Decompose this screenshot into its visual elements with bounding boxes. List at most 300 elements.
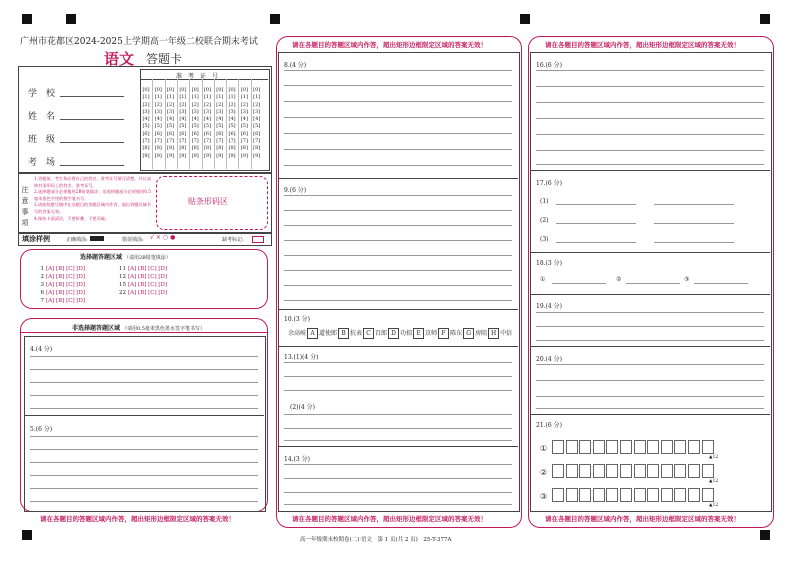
- answer-line[interactable]: [30, 408, 258, 409]
- grid-cell[interactable]: [688, 464, 700, 478]
- id-digit-bubble[interactable]: [4]: [240, 116, 248, 123]
- id-digit-bubble[interactable]: [7]: [240, 138, 248, 145]
- grid-cell[interactable]: [647, 440, 659, 454]
- choice-row[interactable]: [34, 265, 85, 273]
- id-digit-bubble[interactable]: [1]: [203, 94, 212, 101]
- choice-option-bubble[interactable]: [B]: [138, 274, 149, 280]
- grid-cell[interactable]: [702, 440, 714, 454]
- registration-mark: [270, 14, 280, 24]
- grid-cell[interactable]: [552, 440, 564, 454]
- answer-line[interactable]: [284, 300, 512, 301]
- answer-line[interactable]: [552, 283, 606, 284]
- id-digit-bubble[interactable]: [9]: [216, 152, 224, 159]
- answer-line[interactable]: [536, 70, 764, 71]
- choice-option-bubble[interactable]: [D]: [158, 290, 168, 296]
- id-digit-bubble[interactable]: [4]: [191, 116, 199, 123]
- choice-option-bubble[interactable]: [D]: [76, 282, 86, 288]
- registration-mark: [22, 530, 32, 540]
- id-digit-bubble[interactable]: [1]: [167, 94, 175, 101]
- answer-line[interactable]: [556, 242, 636, 243]
- answer-line[interactable]: [536, 408, 764, 409]
- grid-cell[interactable]: [634, 464, 646, 478]
- id-digit-bubble[interactable]: [4]: [203, 116, 212, 123]
- choice-option-bubble[interactable]: [B]: [56, 290, 67, 296]
- id-digit-bubble[interactable]: [0]: [142, 87, 150, 93]
- choice-row[interactable]: [34, 297, 85, 305]
- choice-row[interactable]: [116, 265, 167, 273]
- choice-column-1[interactable]: [34, 265, 85, 305]
- choice-option-bubble[interactable]: [B]: [56, 282, 67, 288]
- answer-line[interactable]: [284, 195, 512, 196]
- grid-cell[interactable]: [688, 488, 700, 502]
- id-digit-bubble[interactable]: [7]: [228, 138, 236, 145]
- q10-letter-box[interactable]: G: [463, 328, 474, 339]
- grid-cell[interactable]: [606, 488, 618, 502]
- id-digit-bubble[interactable]: [4]: [216, 116, 224, 123]
- grid-cell[interactable]: [688, 440, 700, 454]
- answer-line[interactable]: [654, 204, 734, 205]
- choice-option-bubble[interactable]: [B]: [138, 290, 149, 296]
- answer-line[interactable]: [284, 210, 512, 211]
- id-grid-divider: [152, 79, 153, 169]
- q10-letter-box[interactable]: H: [488, 328, 499, 339]
- answer-line[interactable]: [284, 362, 512, 363]
- id-digit-bubble[interactable]: [2]: [253, 101, 261, 108]
- id-digit-bubble[interactable]: [8]: [203, 145, 212, 152]
- id-digit-bubble[interactable]: [0]: [253, 87, 261, 93]
- grid-cell[interactable]: [674, 440, 686, 454]
- question-10-label: 10.(3 分): [284, 316, 310, 323]
- answer-line[interactable]: [284, 464, 512, 465]
- choice-option-bubble[interactable]: [A]: [128, 266, 139, 272]
- grid-cell[interactable]: [647, 488, 659, 502]
- answer-line[interactable]: [284, 165, 512, 166]
- answer-line[interactable]: [536, 380, 764, 381]
- q10-segment: 中倍: [500, 330, 513, 337]
- id-digit-bubble[interactable]: [1]: [228, 94, 236, 101]
- q10-segment: 京师: [425, 330, 438, 337]
- id-digit-bubble[interactable]: [5]: [216, 123, 224, 130]
- answer-line[interactable]: [284, 270, 512, 271]
- id-digit-bubble[interactable]: [1]: [216, 94, 224, 101]
- id-digit-bubble[interactable]: [0]: [203, 87, 212, 93]
- q10-letter-box[interactable]: A: [307, 328, 318, 339]
- q10-letter-box[interactable]: E: [413, 328, 424, 339]
- id-digit-column[interactable]: [142, 87, 150, 160]
- choice-row[interactable]: [116, 273, 167, 281]
- id-digit-bubble[interactable]: [1]: [253, 94, 261, 101]
- id-digit-bubble[interactable]: [1]: [142, 94, 150, 101]
- id-digit-bubble[interactable]: [6]: [240, 130, 248, 137]
- q10-letter-box[interactable]: C: [363, 328, 374, 339]
- registration-mark: [66, 14, 76, 24]
- choice-option-bubble[interactable]: [D]: [76, 274, 86, 280]
- id-digit-bubble[interactable]: [8]: [179, 145, 187, 152]
- id-digit-bubble[interactable]: [3]: [240, 108, 248, 115]
- answer-line[interactable]: [30, 436, 258, 437]
- id-digit-bubble[interactable]: [8]: [240, 145, 248, 152]
- id-grid-divider: [226, 79, 227, 169]
- id-digit-bubble[interactable]: [6]: [228, 130, 236, 137]
- answer-line[interactable]: [30, 395, 258, 396]
- choice-option-bubble[interactable]: [C]: [66, 282, 77, 288]
- question-17-part-1: (1): [540, 198, 549, 205]
- id-digit-bubble[interactable]: [5]: [228, 123, 236, 130]
- grid-cell[interactable]: [620, 488, 632, 502]
- answer-line[interactable]: [30, 356, 258, 357]
- grid-cell[interactable]: [634, 440, 646, 454]
- grid-count: ▲12: [709, 455, 719, 460]
- id-digit-bubble[interactable]: [8]: [228, 145, 236, 152]
- grid-cell[interactable]: [566, 488, 578, 502]
- answer-line[interactable]: [284, 478, 512, 479]
- answer-line[interactable]: [284, 255, 512, 256]
- id-digit-grid[interactable]: [142, 87, 266, 167]
- id-digit-bubble[interactable]: [0]: [179, 87, 187, 93]
- id-digit-bubble[interactable]: [9]: [167, 152, 175, 159]
- id-digit-bubble[interactable]: [6]: [253, 130, 261, 137]
- id-digit-bubble[interactable]: [3]: [191, 108, 199, 115]
- answer-line[interactable]: [284, 440, 512, 441]
- question-17-part-2: (2): [540, 217, 549, 224]
- grid-cell[interactable]: [661, 464, 673, 478]
- id-digit-bubble[interactable]: [0]: [228, 87, 236, 93]
- answer-line[interactable]: [284, 492, 512, 493]
- choice-option-bubble[interactable]: [C]: [148, 274, 159, 280]
- id-digit-bubble[interactable]: [5]: [154, 123, 162, 130]
- id-digit-bubble[interactable]: [3]: [179, 108, 187, 115]
- answer-line[interactable]: [30, 488, 258, 489]
- id-digit-bubble[interactable]: [7]: [142, 138, 150, 145]
- id-digit-bubble[interactable]: [6]: [179, 130, 187, 137]
- answer-line[interactable]: [556, 204, 636, 205]
- grid-cell[interactable]: [579, 440, 591, 454]
- fill-example-label: 填涂样例: [22, 234, 50, 243]
- answer-line[interactable]: [626, 283, 680, 284]
- answer-line[interactable]: [284, 240, 512, 241]
- answer-line[interactable]: [284, 101, 512, 102]
- answer-line[interactable]: [30, 382, 258, 383]
- answer-line[interactable]: [536, 150, 764, 151]
- id-grid-divider: [165, 79, 166, 169]
- id-digit-bubble[interactable]: [8]: [253, 145, 261, 152]
- id-digit-bubble[interactable]: [4]: [167, 116, 175, 123]
- answer-line[interactable]: [30, 501, 258, 502]
- id-digit-column[interactable]: [167, 87, 175, 160]
- grid-cell[interactable]: [593, 440, 605, 454]
- id-digit-bubble[interactable]: [3]: [203, 108, 212, 115]
- answer-line[interactable]: [284, 376, 512, 377]
- id-digit-bubble[interactable]: [9]: [179, 152, 187, 159]
- id-digit-bubble[interactable]: [7]: [253, 138, 261, 145]
- question-18-label: 18.(3 分): [536, 260, 562, 267]
- id-digit-bubble[interactable]: [4]: [179, 116, 187, 123]
- question-21-part-1: ①: [540, 444, 548, 453]
- choice-option-bubble[interactable]: [C]: [66, 298, 77, 304]
- choice-option-bubble[interactable]: [A]: [46, 274, 57, 280]
- grid-cell[interactable]: [661, 488, 673, 502]
- question-21-label: 21.(6 分): [536, 422, 562, 429]
- choice-option-bubble[interactable]: [D]: [158, 282, 168, 288]
- choice-option-bubble[interactable]: [C]: [66, 266, 77, 272]
- id-digit-bubble[interactable]: [2]: [240, 101, 248, 108]
- answer-line[interactable]: [654, 223, 734, 224]
- answer-line[interactable]: [30, 369, 258, 370]
- answer-line[interactable]: [284, 85, 512, 86]
- id-digit-bubble[interactable]: [3]: [253, 108, 261, 115]
- id-digit-bubble[interactable]: [2]: [191, 101, 199, 108]
- id-digit-bubble[interactable]: [4]: [142, 116, 150, 123]
- bottom-warning-right: 请在各题目的答题区域内作答，超出矩形边框限定区域的答案无效！: [545, 515, 740, 523]
- choice-option-bubble[interactable]: [B]: [56, 266, 67, 272]
- question-20-label: 20.(4 分): [536, 356, 562, 363]
- answer-line[interactable]: [556, 223, 636, 224]
- id-digit-bubble[interactable]: [1]: [240, 94, 248, 101]
- question-17-label: 17.(6 分): [536, 180, 562, 187]
- choice-option-bubble[interactable]: [B]: [56, 298, 67, 304]
- id-digit-column[interactable]: [253, 87, 261, 160]
- id-digit-bubble[interactable]: [9]: [154, 152, 162, 159]
- answer-line[interactable]: [30, 449, 258, 450]
- id-digit-bubble[interactable]: [7]: [203, 138, 212, 145]
- answer-line[interactable]: [284, 428, 512, 429]
- choice-number: 11: [119, 266, 126, 272]
- answer-line[interactable]: [536, 312, 764, 313]
- answer-line[interactable]: [536, 340, 764, 341]
- choice-number: 6: [40, 290, 44, 296]
- id-digit-bubble[interactable]: [2]: [216, 101, 224, 108]
- choice-option-bubble[interactable]: [D]: [76, 290, 86, 296]
- answer-line[interactable]: [30, 475, 258, 476]
- choice-number: 12: [119, 274, 126, 280]
- id-digit-bubble[interactable]: [6]: [191, 130, 199, 137]
- choice-row[interactable]: [116, 289, 167, 297]
- id-digit-bubble[interactable]: [0]: [240, 87, 248, 93]
- id-digit-bubble[interactable]: [3]: [228, 108, 236, 115]
- q10-letter-box[interactable]: B: [338, 328, 349, 339]
- choice-option-bubble[interactable]: [A]: [128, 282, 139, 288]
- question-5-label: 5.(6 分): [30, 426, 53, 433]
- choice-option-bubble[interactable]: [D]: [76, 298, 86, 304]
- answer-line[interactable]: [654, 242, 734, 243]
- id-digit-bubble[interactable]: [0]: [191, 87, 199, 93]
- id-digit-bubble[interactable]: [6]: [154, 130, 162, 137]
- grid-cell[interactable]: [702, 488, 714, 502]
- answer-line[interactable]: [536, 134, 764, 135]
- id-digit-bubble[interactable]: [9]: [142, 152, 150, 159]
- answer-line[interactable]: [284, 133, 512, 134]
- choice-column-2[interactable]: [116, 265, 167, 297]
- id-digit-bubble[interactable]: [3]: [154, 108, 162, 115]
- choice-option-bubble[interactable]: [C]: [148, 266, 159, 272]
- grid-cell[interactable]: [634, 488, 646, 502]
- id-digit-bubble[interactable]: [0]: [167, 87, 175, 93]
- answer-line[interactable]: [284, 285, 512, 286]
- id-digit-bubble[interactable]: [2]: [179, 101, 187, 108]
- id-digit-bubble[interactable]: [8]: [154, 145, 162, 152]
- grid-cell[interactable]: [593, 488, 605, 502]
- id-digit-bubble[interactable]: [4]: [154, 116, 162, 123]
- id-digit-bubble[interactable]: [7]: [191, 138, 199, 145]
- notes-side-label: 注 意 事 项: [21, 186, 29, 227]
- id-digit-bubble[interactable]: [8]: [191, 145, 199, 152]
- id-digit-bubble[interactable]: [6]: [167, 130, 175, 137]
- choice-option-bubble[interactable]: [B]: [138, 282, 149, 288]
- choice-option-bubble[interactable]: [D]: [158, 266, 168, 272]
- id-digit-bubble[interactable]: [2]: [154, 101, 162, 108]
- id-digit-bubble[interactable]: [7]: [154, 138, 162, 145]
- id-digit-bubble[interactable]: [5]: [179, 123, 187, 130]
- choice-option-bubble[interactable]: [B]: [138, 266, 149, 272]
- answer-line[interactable]: [284, 117, 512, 118]
- question-18-part-1: ①: [540, 276, 546, 283]
- id-digit-bubble[interactable]: [6]: [203, 130, 212, 137]
- barcode-label: 贴条形码区: [188, 197, 228, 206]
- answer-line[interactable]: [536, 118, 764, 119]
- id-digit-bubble[interactable]: [8]: [167, 145, 175, 152]
- grid-cell[interactable]: [647, 464, 659, 478]
- id-digit-bubble[interactable]: [4]: [228, 116, 236, 123]
- grid-cell[interactable]: [620, 464, 632, 478]
- choice-option-bubble[interactable]: [A]: [46, 298, 57, 304]
- answer-line[interactable]: [536, 364, 764, 365]
- answer-line[interactable]: [30, 462, 258, 463]
- choice-option-bubble[interactable]: [A]: [128, 290, 139, 296]
- id-digit-bubble[interactable]: [9]: [253, 152, 261, 159]
- id-digit-bubble[interactable]: [7]: [167, 138, 175, 145]
- grid-cell[interactable]: [593, 464, 605, 478]
- id-digit-column[interactable]: [240, 87, 248, 160]
- info-field-name: 姓 名: [28, 112, 56, 122]
- grid-cell[interactable]: [674, 488, 686, 502]
- id-digit-bubble[interactable]: [5]: [240, 123, 248, 130]
- choice-option-bubble[interactable]: [C]: [66, 274, 77, 280]
- id-digit-column[interactable]: [216, 87, 224, 160]
- q10-letter-box[interactable]: D: [388, 328, 399, 339]
- question-10-sentence[interactable]: [288, 328, 512, 339]
- id-digit-bubble[interactable]: [0]: [216, 87, 224, 93]
- grid-cell[interactable]: [566, 464, 578, 478]
- id-grid-divider: [251, 79, 252, 169]
- choice-option-bubble[interactable]: [C]: [148, 290, 159, 296]
- answer-line[interactable]: [284, 70, 512, 71]
- bottom-warning-left: 请在各题目的答题区域内作答，超出矩形边框限定区域的答案无效！: [40, 515, 235, 523]
- grid-cell[interactable]: [579, 464, 591, 478]
- choice-option-bubble[interactable]: [B]: [56, 274, 67, 280]
- answer-line[interactable]: [536, 326, 764, 327]
- id-digit-column[interactable]: [179, 87, 187, 160]
- answer-line[interactable]: [536, 396, 764, 397]
- grid-cell[interactable]: [579, 488, 591, 502]
- id-digit-bubble[interactable]: [5]: [253, 123, 261, 130]
- id-digit-column[interactable]: [204, 87, 212, 160]
- id-digit-bubble[interactable]: [0]: [154, 87, 162, 93]
- answer-line[interactable]: [284, 504, 512, 505]
- answer-line[interactable]: [284, 390, 512, 391]
- choice-row[interactable]: [34, 289, 85, 297]
- id-digit-bubble[interactable]: [9]: [228, 152, 236, 159]
- question-19-label: 19.(4 分): [536, 303, 562, 310]
- absent-mark-box[interactable]: [252, 236, 264, 243]
- id-digit-bubble[interactable]: [1]: [191, 94, 199, 101]
- choice-option-bubble[interactable]: [A]: [128, 274, 139, 280]
- id-digit-bubble[interactable]: [4]: [253, 116, 261, 123]
- id-digit-bubble[interactable]: [3]: [142, 108, 150, 115]
- id-digit-column[interactable]: [191, 87, 199, 160]
- grid-cell[interactable]: [674, 464, 686, 478]
- id-digit-bubble[interactable]: [9]: [191, 152, 199, 159]
- id-digit-bubble[interactable]: [9]: [203, 152, 212, 159]
- id-digit-column[interactable]: [228, 87, 236, 160]
- id-digit-bubble[interactable]: [5]: [203, 123, 212, 130]
- q10-segment: 抗表: [350, 330, 363, 337]
- grid-cell[interactable]: [702, 464, 714, 478]
- answer-line[interactable]: [284, 225, 512, 226]
- choice-option-bubble[interactable]: [C]: [148, 282, 159, 288]
- choice-option-bubble[interactable]: [A]: [46, 290, 57, 296]
- choice-option-bubble[interactable]: [C]: [66, 290, 77, 296]
- registration-mark: [22, 14, 32, 24]
- grid-cell[interactable]: [566, 440, 578, 454]
- id-digit-bubble[interactable]: [2]: [228, 101, 236, 108]
- id-digit-bubble[interactable]: [2]: [167, 101, 175, 108]
- grid-cell[interactable]: [552, 488, 564, 502]
- id-grid-divider: [238, 79, 239, 169]
- answer-line[interactable]: [536, 86, 764, 87]
- answer-line[interactable]: [694, 283, 748, 284]
- id-digit-column[interactable]: [154, 87, 162, 160]
- id-digit-bubble[interactable]: [5]: [167, 123, 175, 130]
- q10-letter-box[interactable]: F: [438, 328, 449, 339]
- id-digit-bubble[interactable]: [5]: [191, 123, 199, 130]
- choice-row[interactable]: [34, 281, 85, 289]
- id-digit-bubble[interactable]: [6]: [142, 130, 150, 137]
- grid-cell[interactable]: [661, 440, 673, 454]
- id-digit-bubble[interactable]: [7]: [179, 138, 187, 145]
- id-grid-divider: [177, 79, 178, 169]
- subject-title: 语文: [104, 50, 135, 68]
- id-digit-bubble[interactable]: [1]: [179, 94, 187, 101]
- choice-row[interactable]: [116, 281, 167, 289]
- question-17-part-3: (3): [540, 236, 549, 243]
- id-digit-bubble[interactable]: [9]: [240, 152, 248, 159]
- answer-line[interactable]: [536, 102, 764, 103]
- id-digit-bubble[interactable]: [8]: [142, 145, 150, 152]
- grid-cell[interactable]: [620, 440, 632, 454]
- id-digit-bubble[interactable]: [1]: [154, 94, 162, 101]
- id-digit-bubble[interactable]: [6]: [216, 130, 224, 137]
- answer-line[interactable]: [536, 164, 764, 165]
- id-digit-bubble[interactable]: [3]: [216, 108, 224, 115]
- choice-row[interactable]: [34, 273, 85, 281]
- grid-cell[interactable]: [606, 440, 618, 454]
- choice-option-bubble[interactable]: [A]: [46, 266, 57, 272]
- id-digit-bubble[interactable]: [5]: [142, 123, 150, 130]
- choice-option-bubble[interactable]: [D]: [76, 266, 86, 272]
- choice-option-bubble[interactable]: [D]: [158, 274, 168, 280]
- id-digit-bubble[interactable]: [3]: [167, 108, 175, 115]
- grid-cell[interactable]: [606, 464, 618, 478]
- answer-line[interactable]: [284, 149, 512, 150]
- id-digit-bubble[interactable]: [2]: [142, 101, 150, 108]
- id-digit-bubble[interactable]: [7]: [216, 138, 224, 145]
- grid-cell[interactable]: [552, 464, 564, 478]
- answer-line[interactable]: [284, 414, 512, 415]
- id-digit-bubble[interactable]: [2]: [203, 101, 212, 108]
- choice-option-bubble[interactable]: [A]: [46, 282, 57, 288]
- id-digit-bubble[interactable]: [8]: [216, 145, 224, 152]
- choice-number: 7: [40, 298, 44, 304]
